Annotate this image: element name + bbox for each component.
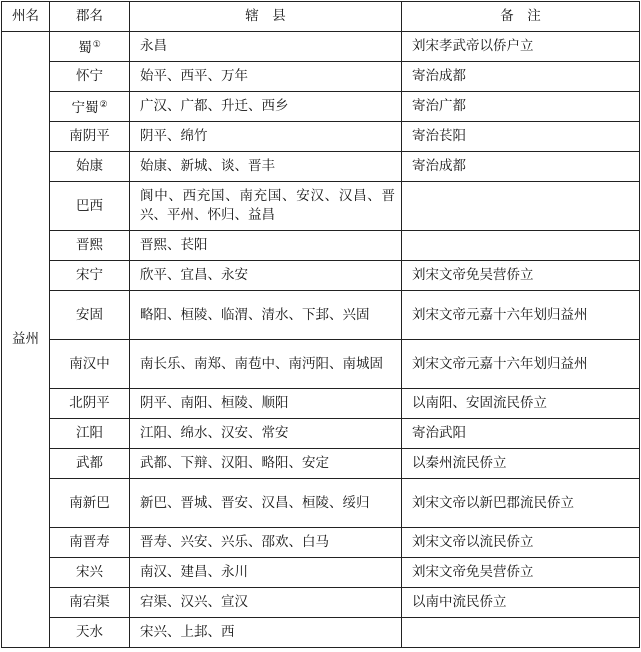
table-row [2, 419, 640, 449]
jun-name: 南汉中 [69, 355, 110, 372]
xian-cell: 略阳、桓陵、临渭、清水、下邽、兴固 [130, 291, 402, 340]
table-row [2, 62, 640, 92]
note-cell: 刘宋文帝元嘉十六年划归益州 [402, 291, 640, 340]
jun-name: 蜀 [78, 39, 92, 56]
jun-name: 天水 [76, 624, 103, 640]
jun-cell [50, 479, 130, 528]
jun-name: 宋宁 [76, 267, 103, 283]
table-row [2, 528, 640, 558]
note-cell [402, 618, 640, 648]
table-row [2, 618, 640, 648]
note-cell: 寄治广都 [402, 92, 640, 122]
jun-name: 始康 [76, 158, 103, 174]
table-row [2, 152, 640, 182]
jun-name: 北阴平 [69, 395, 110, 411]
jun-cell [50, 449, 130, 479]
table-row [2, 261, 640, 291]
xian-cell: 阴平、南阳、桓陵、顺阳 [130, 389, 402, 419]
jun-cell [50, 419, 130, 449]
jun-cell [50, 618, 130, 648]
jun-cell [50, 32, 130, 62]
prefecture-table [1, 1, 640, 648]
note-cell: 刘宋孝武帝以侨户立 [402, 32, 640, 62]
header-note: 备 注 [402, 2, 640, 32]
xian-cell: 永昌 [130, 32, 402, 62]
xian-cell: 新巴、晋城、晋安、汉昌、桓陵、绥归 [130, 479, 402, 528]
header-zhou: 州名 [2, 2, 50, 32]
note-cell: 刘宋文帝免吴营侨立 [402, 558, 640, 588]
jun-cell [50, 122, 130, 152]
table-body [2, 32, 640, 648]
xian-cell: 晋熙、苌阳 [130, 231, 402, 261]
note-cell: 以秦州流民侨立 [402, 449, 640, 479]
jun-name: 宁蜀 [71, 99, 99, 116]
jun-name: 晋熙 [76, 237, 103, 253]
jun-cell [50, 261, 130, 291]
xian-cell: 宕渠、汉兴、宣汉 [130, 588, 402, 618]
note-cell: 刘宋文帝以新巴郡流民侨立 [402, 479, 640, 528]
jun-name: 南宕渠 [69, 594, 110, 610]
table-row [2, 291, 640, 340]
table-row [2, 92, 640, 122]
jun-cell [50, 340, 130, 389]
jun-cell [50, 62, 130, 92]
jun-name: 江阳 [76, 425, 103, 441]
xian-cell: 阆中、西充国、南充国、安汉、汉昌、晋兴、平州、怀归、益昌 [130, 182, 402, 231]
xian-cell: 欣平、宜昌、永安 [130, 261, 402, 291]
note-cell: 刘宋文帝以流民侨立 [402, 528, 640, 558]
xian-cell: 宋兴、上邽、西 [130, 618, 402, 648]
jun-cell [50, 92, 130, 122]
jun-cell [50, 182, 130, 231]
jun-cell [50, 231, 130, 261]
jun-cell [50, 152, 130, 182]
header-jun: 郡名 [50, 2, 130, 32]
note-cell: 寄治成都 [402, 152, 640, 182]
table-row [2, 182, 640, 231]
note-cell [402, 182, 640, 231]
xian-cell: 江阳、绵水、汉安、常安 [130, 419, 402, 449]
jun-cell [50, 588, 130, 618]
xian-cell: 南长乐、南郑、南苞中、南沔阳、南城固 [130, 340, 402, 389]
xian-cell: 南汉、建昌、永川 [130, 558, 402, 588]
xian-cell: 始平、西平、万年 [130, 62, 402, 92]
jun-name: 南阴平 [69, 128, 110, 144]
table-row [2, 389, 640, 419]
table-row [2, 558, 640, 588]
note-cell [402, 231, 640, 261]
note-cell: 刘宋文帝免吴营侨立 [402, 261, 640, 291]
jun-name: 武都 [76, 455, 103, 471]
note-cell: 寄治武阳 [402, 419, 640, 449]
jun-cell [50, 558, 130, 588]
table-row [2, 340, 640, 389]
xian-cell: 晋寿、兴安、兴乐、邵欢、白马 [130, 528, 402, 558]
jun-name: 安固 [76, 306, 103, 323]
note-cell: 以南中流民侨立 [402, 588, 640, 618]
jun-name: 怀宁 [76, 68, 103, 84]
jun-name: 宋兴 [76, 564, 103, 580]
province-cell: 益州 [2, 32, 50, 648]
xian-cell: 武都、下辩、汉阳、略阳、安定 [130, 449, 402, 479]
note-cell: 刘宋文帝元嘉十六年划归益州 [402, 340, 640, 389]
note-cell: 以南阳、安固流民侨立 [402, 389, 640, 419]
jun-cell [50, 291, 130, 340]
xian-cell: 阴平、绵竹 [130, 122, 402, 152]
jun-name: 巴西 [76, 197, 103, 214]
xian-cell: 始康、新城、谈、晋丰 [130, 152, 402, 182]
header-row [2, 2, 640, 32]
table-row [2, 449, 640, 479]
jun-cell [50, 528, 130, 558]
table-row [2, 588, 640, 618]
table-row [2, 479, 640, 528]
note-cell: 寄治苌阳 [402, 122, 640, 152]
jun-cell [50, 389, 130, 419]
table-row [2, 122, 640, 152]
header-xian: 辖 县 [130, 2, 402, 32]
jun-name: 南晋寿 [69, 534, 110, 550]
xian-cell: 广汉、广都、升迁、西乡 [130, 92, 402, 122]
note-cell: 寄治成都 [402, 62, 640, 92]
table-row [2, 32, 640, 62]
table-row [2, 231, 640, 261]
footnote-marker: ① [92, 39, 101, 50]
footnote-marker: ② [99, 99, 108, 110]
jun-name: 南新巴 [69, 494, 110, 511]
